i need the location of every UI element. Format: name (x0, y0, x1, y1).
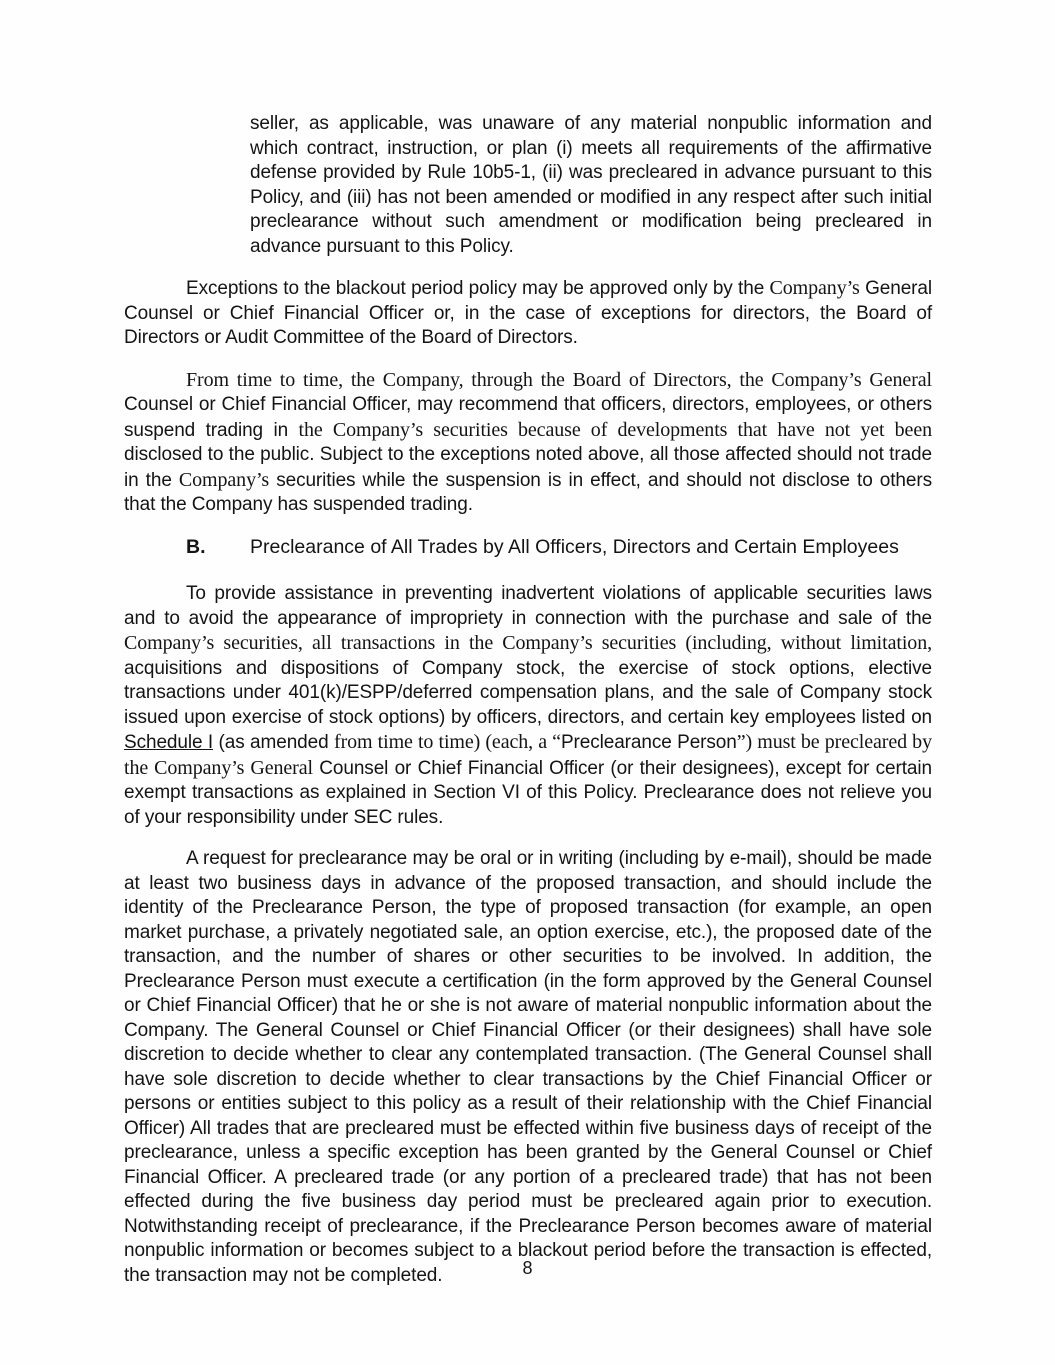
paragraph (124, 368, 932, 518)
text-run: (as amended (213, 732, 335, 753)
text-run: Company’s securities, all transactions in the Company’s securities (including, without limitation, (124, 632, 932, 654)
text-run: disclosed to the public. Subject to the exceptions noted above, all those affected should not trade in the (124, 444, 932, 491)
text-run: Company’s (769, 277, 860, 299)
text-run: Counsel or Chief Financial Officer, may recommend that officers, directors, employees, or others suspend trading in (124, 394, 932, 441)
text-run: Company’s (178, 468, 270, 491)
text-run: the Company’s securities because of developments that have not yet been (298, 418, 933, 441)
paragraph (124, 847, 932, 1288)
text-run: from time to time) (each, a “ (334, 731, 561, 753)
text-run: Exceptions to the blackout period policy may be approved only by the (186, 278, 770, 299)
text-run: securities while the suspension is in effect, and should not disclose to others that the Company has suspended trading. (124, 469, 932, 515)
text-run: To provide assistance in preventing inadvertent violations of applicable securities laws and to avoid the appearance of impropriety in connection with the purchase and sale of the (124, 583, 932, 629)
section-heading (124, 535, 932, 560)
page-number: 8 (522, 1258, 533, 1278)
text-run: Counsel or Chief Financial Officer (or their designees), except for certain exempt transactions as explained in Section VI of this Policy. Preclearance does not relieve you of your responsibility under SEC rules. (124, 757, 932, 828)
text-run: acquisitions and dispositions of Company stock, the exercise of stock options, elective transactions under 401(k)/ESPP/deferred compensation plans, and the sale of Company stock issued upon exercise of stock options) by officers, directors, and certain key employees listed on (124, 657, 932, 728)
text-run: ”) must be precleared by the Company’s General (124, 731, 932, 779)
text-run: A request for preclearance may be oral or in writing (including by e-mail), should be made at least two business days in advance of the proposed transaction, and should include the identity of the Preclearance Person, the type of proposed transaction (for example, an open market purchase, a privately negotiated sale, an option exercise, etc.), the proposed date of the transaction, and the number of shares or other securities to be involved. In addition, the Preclearance Person must execute a certification (in the form approved by the General Counsel or Chief Financial Officer) that he or she is not aware of material nonpublic information about the Company. The General Counsel or Chief Financial Officer (or their designees) shall have sole discretion to decide whether to clear any contemplated transaction. (The General Counsel shall have sole discretion to decide whether to clear transactions by the Chief Financial Officer or persons or entities subject to this policy as a result of their relationship with the Chief Financial Officer) All trades that are precleared must be effected within five business days of receipt of the preclearance, unless a specific exception has been granted by the General Counsel or Chief Financial Officer. A precleared trade (or any portion of a precleared trade) that has not been effected during the five business day period must be precleared again prior to execution. Notwithstanding receipt of preclearance, if the Preclearance Person becomes aware of material nonpublic information or becomes subject to a blackout period before the transaction is effected, the transaction may not be completed. (124, 848, 932, 1286)
paragraph (124, 582, 932, 830)
text-run: General Counsel or Chief Financial Officer or, in the case of exceptions for directors, the Board of Directors or Audit Committee of the Board of Directors. (124, 278, 933, 348)
section-heading-label: B. (186, 535, 206, 558)
document-body (124, 112, 932, 1305)
continuation-block (124, 112, 932, 259)
text-run: From time to time, the Company, through the Board of Directors, the Company’s General (186, 368, 932, 391)
text-run: seller, as applicable, was unaware of any material nonpublic information and which contract, instruction, or plan (i) meets all requirements of the affirmative defense provided by Rule 10b5-1, (ii) was precleared in advance pursuant to this Policy, and (iii) has not been amended or modified in any respect after such initial preclearance without such amendment or modification being precleared in advance pursuant to this Policy. (250, 113, 932, 257)
text-run: Preclearance Person (560, 732, 737, 753)
paragraph (124, 276, 932, 351)
section-heading-title: Preclearance of All Trades by All Officers, Directors and Certain Employees (250, 535, 899, 558)
text-run: Schedule I (124, 732, 214, 753)
